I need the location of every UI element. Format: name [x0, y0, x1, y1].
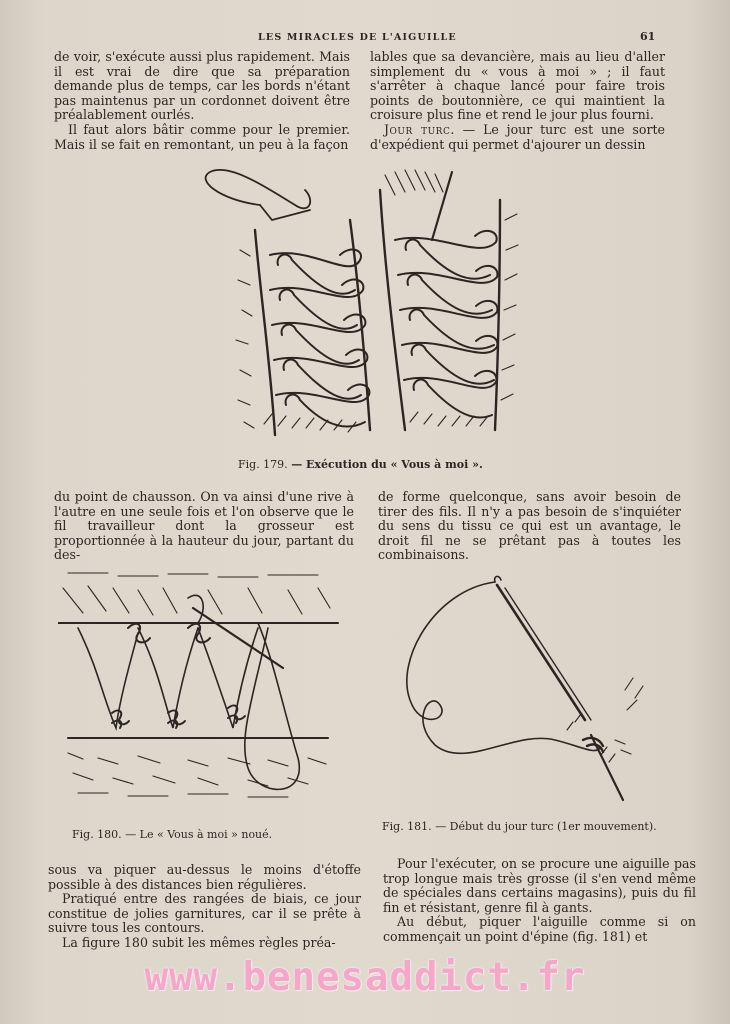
text-column-middle-left: [54, 490, 354, 563]
paragraph: sous va piquer au-dessus le moins d'étoffe possible à des distances bien régulières.: [48, 862, 361, 892]
figure-number: Fig. 180.: [72, 828, 122, 841]
paragraph: de forme quelconque, sans avoir besoin de tirer des fils. Il n'y a pas besoin de s'inquiéter du sens du tissu ce qui est un avantage, le droit fil ne se prêtant pas à toutes les combinaisons.: [378, 489, 681, 563]
website-watermark: www.benesaddict.fr: [144, 955, 586, 1000]
paragraph: [370, 123, 665, 152]
figure-181-caption: [382, 820, 657, 833]
paragraph: Au début, piquer l'aiguille comme si on commençait un point d'épine (fig. 181) et: [383, 914, 696, 944]
paragraph-text: — Le jour turc est une sorte d'expédient qui permet d'ajourer un dessin: [370, 121, 666, 152]
figure-181-illustration: [395, 570, 675, 810]
text-column-top-right: [370, 50, 665, 152]
paragraph: Il faut alors bâtir comme pour le premier. Mais il se fait en remontant, un peu à la façon: [54, 121, 350, 152]
paragraph: Pratiqué entre des rangées de biais, ce jour constitue de jolies garnitures, car il se prête à suivre tous les contours.: [48, 891, 361, 936]
figure-title: — Le « Vous à moi » noué.: [125, 828, 273, 841]
paragraph: lables que sa devancière, mais au lieu d'aller simplement du « vous à moi » ; il faut s'arrêter à chaque lancé pour faire trois points de boutonnière, ce qui maintient la croisure plus fine et rend le jour plus fourni.: [370, 49, 665, 123]
paragraph: de voir, s'exécute aussi plus rapidement. Mais il est vrai de dire que sa préparation demande plus de temps, car les bords n'étant pas maintenus par un cordonnet doivent être préalablement ourlés.: [54, 49, 350, 123]
section-label-jour-turc: Jour turc.: [384, 121, 455, 137]
book-title: LES MIRACLES DE L'AIGUILLE: [258, 32, 457, 43]
page-number: 61: [640, 30, 656, 43]
paragraph: du point de chausson. On va ainsi d'une rive à l'autre en une seule fois et l'on observe que le fil travailleur dont la grosseur est proportionnée à la hauteur du jour, partant du des-: [54, 489, 354, 563]
text-column-bottom-left: [48, 863, 361, 951]
figure-179-caption: [238, 458, 483, 471]
figure-number: Fig. 181.: [382, 820, 432, 833]
text-column-top-left: [54, 50, 350, 152]
figure-180-caption: [72, 828, 272, 841]
text-column-bottom-right: [383, 857, 696, 945]
figure-number: Fig. 179.: [238, 458, 288, 471]
figure-title: — Début du jour turc (1er mouvement).: [435, 820, 657, 833]
figure-179-illustration: [200, 160, 530, 445]
paragraph: La figure 180 subit les mêmes règles préa-: [62, 934, 336, 950]
text-column-middle-right: [378, 490, 681, 563]
paragraph: Pour l'exécuter, on se procure une aiguille pas trop longue mais très grosse (il s'en vend même de spéciales dans certains magasins), puis du fil fin et résistant, genre fil à gants.: [383, 856, 696, 915]
figure-180-illustration: [58, 568, 348, 813]
figure-title: — Exécution du « Vous à moi ».: [291, 458, 483, 471]
running-header: [0, 30, 730, 46]
